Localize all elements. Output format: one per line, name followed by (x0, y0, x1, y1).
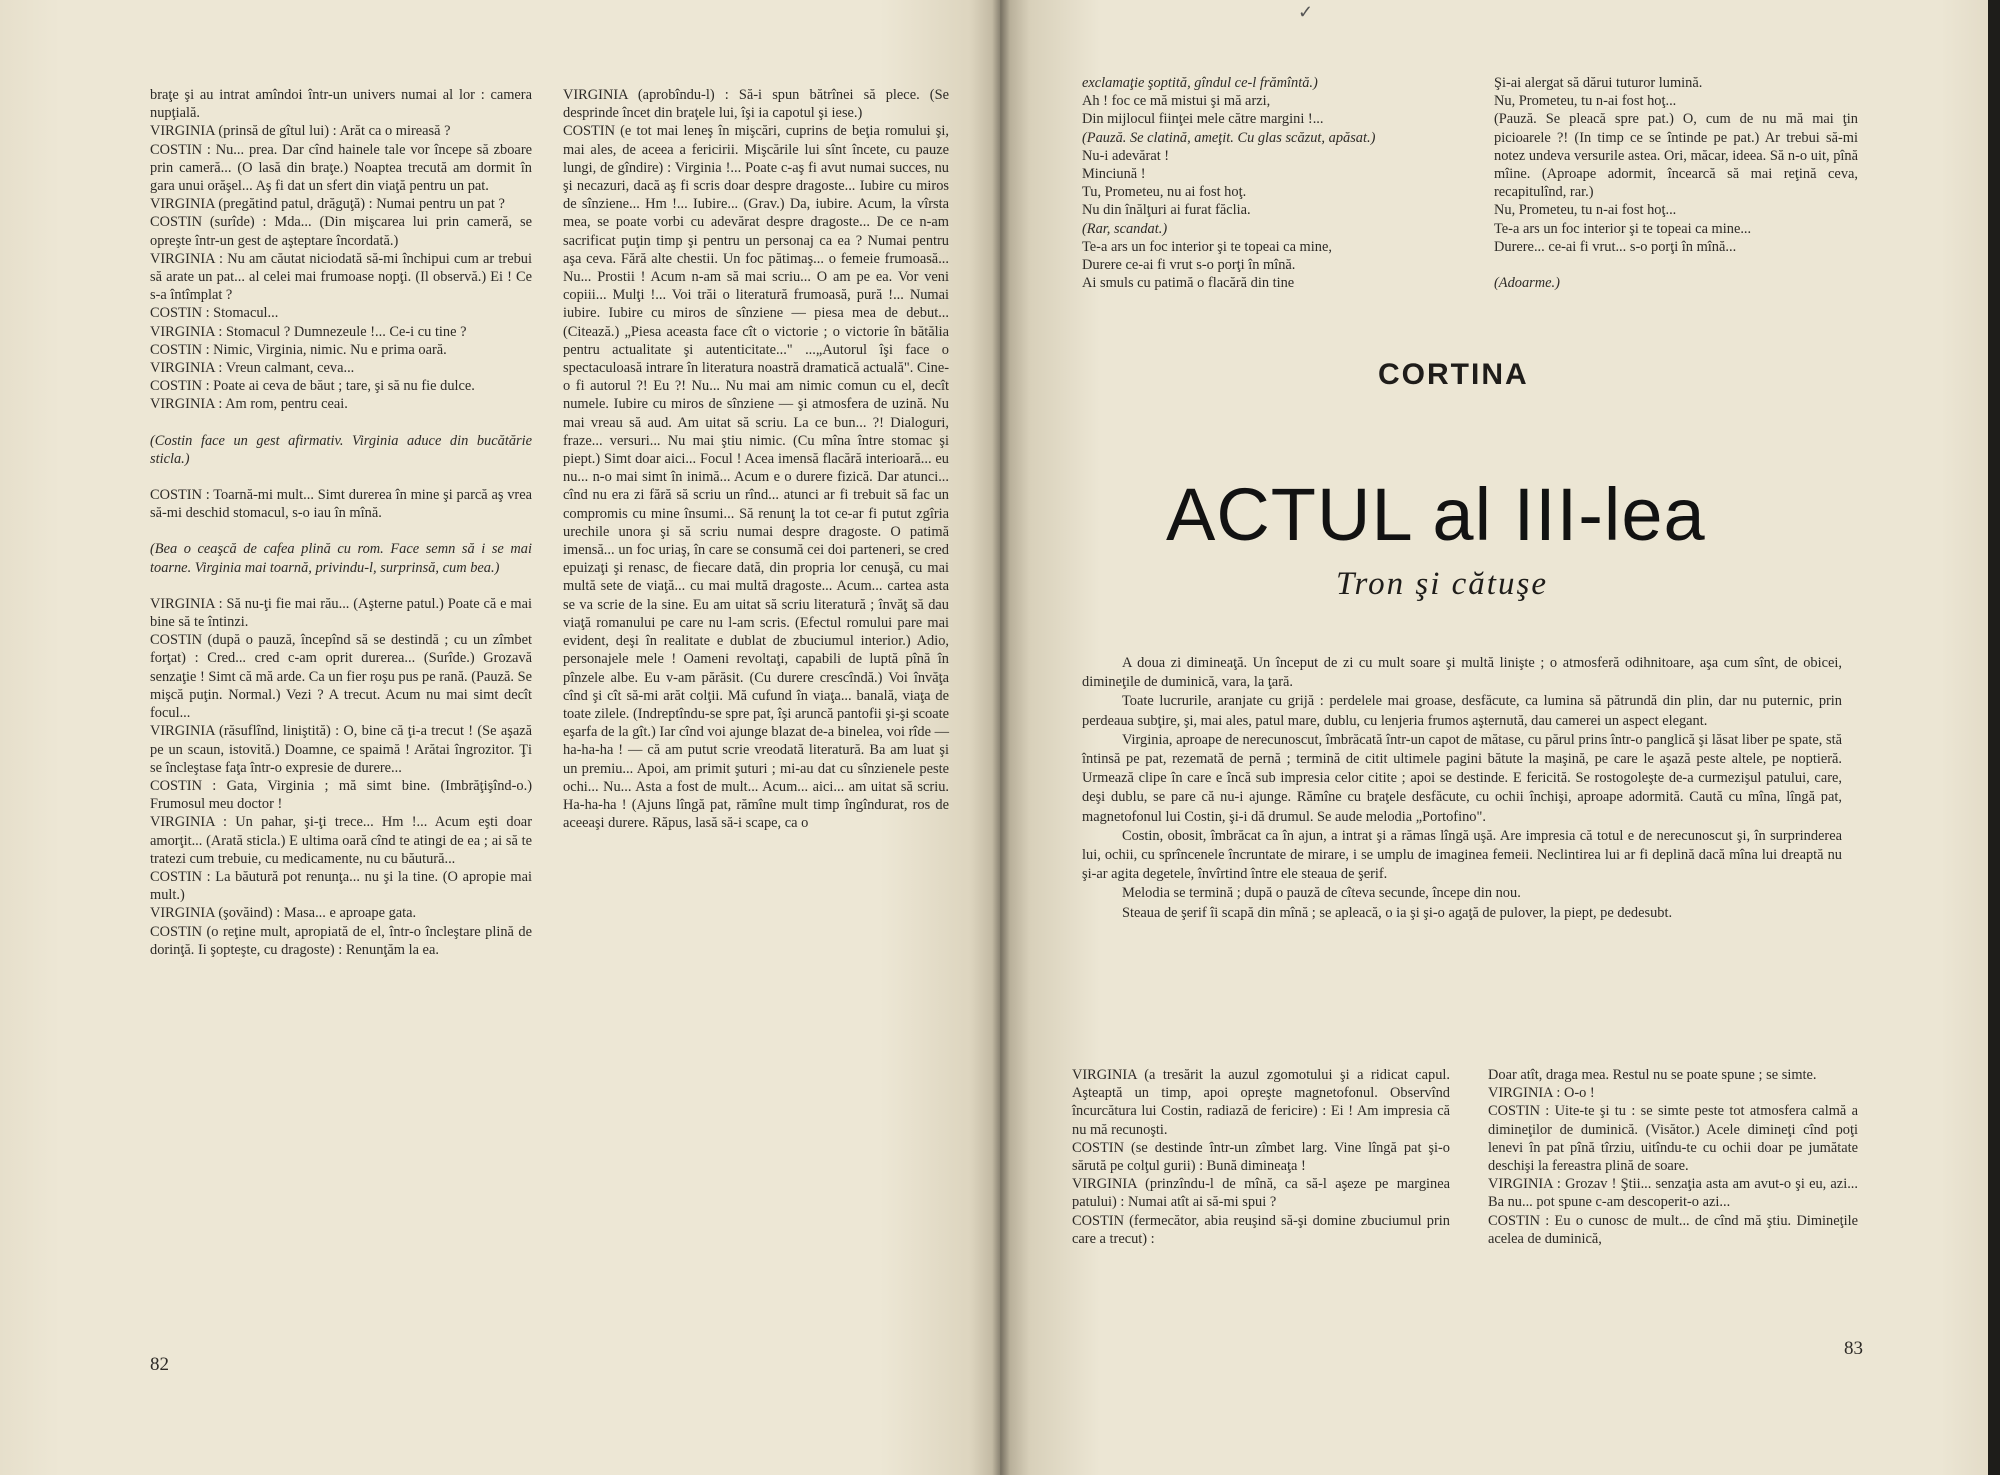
right-bottom-column-2 (1488, 1066, 1858, 1248)
paragraph: VIRGINIA (a tresărit la auzul zgomotului şi a ridicat capul. Aşteaptă un timp, apoi opreşte magnetofonul. Observînd încurcătura lui Costin, radiază de fericire) : Ei ! Am impresia că nu mă recunoşti. (1072, 1067, 1450, 1138)
curtain-heading: CORTINA (1378, 358, 1529, 391)
left-column-1 (150, 86, 532, 959)
page-number-right: 83 (1844, 1338, 1863, 1359)
stage-direction: exclamaţie şoptită, gîndul ce-l frămîntă.) (1082, 75, 1318, 91)
stage-direction: (Costin face un gest afirmativ. Virginia aduce din bucătărie sticla.) (150, 432, 532, 467)
right-top-column-2 (1494, 74, 1858, 292)
paragraph: VIRGINIA (pregătind patul, drăguţă) : Numai pentru un pat ? (150, 196, 505, 213)
paragraph: COSTIN (e tot mai leneş în mişcări, cuprins de beţia romului şi, mai ales, de aceea a fericirii. Mişcările lui sînt încete, cu pauze lungi, de gîndire) : Virginia !... Poate c-aş fi avut numai succes, nu şi necazuri, dacă aş fi scris doar despre dragoste... Iubire cu miros de sînziene... Hm !... Iubire... (Grav.) Da, iubire. Acum, la vîrsta mea, se poate vorbi cu adevărat despre dragoste... De ce n-am sacrificat puţin timp şi pentru un personaj ca ea ? Numai pentru aşa ceva. Fără alte chestii. Un foc pătimaş... o femeie frumoasă... Nu... Prostii ! Acum n-am să mai scriu... O am pe ea. Vor veni copiii... Mulţi !... Voi trăi o literatură frumoasă, pură !... Numai iubire. Iubire cu miros de sînziene — piesa mea de debut... (Citează.) „Piesa aceasta face cît o victorie ; o victorie în bătălia pentru actualitate şi autenticitate..." ...„Autorul îşi face o spectaculoasă intrare în literatura noastră dramatică actuală". Cine-o fi autorul ?! Eu ?! Nu... Nu mai am nimic comun cu el, decît numele. Iubire cu miros de sînziene — şi atmosfera de uzină. Nu mai vreau să aud. Am uitat să scriu. La ce bun... ?! Dialoguri, fraze... versuri... Nu mai ştiu nimic. (Cu mîna între stomac şi piept.) Simt doar aici... Focul ! Acea imensă flacără interioară... eu nu... n-o mai simt în inimă... Acum e o durere fizică. Dar atunci... cînd nu era zi fără să scriu un rînd... atunci ar fi trebuit să fac un compromis cu mine însumi... Să renunţ la tot ce-ar fi putut zgîria urechile unora şi să scriu numai despre dragoste. O patimă imensă... un foc uriaş, în care se consumă cei doi parteneri, se cred epuizaţi şi renasc, de fiecare dată, din propria lor cenuşă, cu mai multă sete de viaţă... cu mai multă dragoste... Acum... cartea asta se va scrie de la sine. Eu am uitat să scriu literatură ; învăţ să dau viaţă romanului pe care nu l-am scris. (Efectul romului pare mai evident, deşi în realitate e dublat de zbuciumul interior.) Adio, personajele mele ! Oameni revoltaţi, capabili de luptă pînă în pînzele albe. Eu v-am părăsit. (Cu durere crescîndă.) Voi învăţa cînd şi cît să-mi arăt colţii. Mă cufund în viaţa... banală, viaţa de toate zilele. (Indreptîndu-se spre pat, îşi aruncă pantofii şi-şi scoate eşarfa de la gît.) Iar cînd voi ajunge blazat de-a binelea, voi rîde — ha-ha-ha ! — că am putut scrie vreodată literatură. Ba am luat şi un premiu... Apoi, am primit şuturi ; mi-au dat cu sînzienele peste ochi... Nu... Asta a fost de mult... Acum... aici... am uitat să scriu. Ha-ha-ha ! (Ajuns lîngă pat, rămîne mult timp îngîndurat, ros de aceeaşi durere. Răpus, lasă să-i scape, ca o (563, 123, 949, 832)
paragraph: VIRGINIA : Nu am căutat niciodată să-mi închipui cum ar trebui să arate un pat... al celei mai frumoase nopţi. (Il observă.) Ei ! Ce s-a întîmplat ? (150, 250, 532, 304)
stage-setting-prose (1082, 654, 1842, 923)
stage-direction: (Adoarme.) (1494, 275, 1560, 292)
right-page (1000, 0, 2000, 1475)
paragraph: COSTIN (o reţine mult, apropiată de el, într-o încleştare plină de dorinţă. Ii şopteşte, cu dragoste) : Renunţăm la ea. (150, 923, 532, 958)
paragraph: Virginia, aproape de nerecunoscut, îmbrăcată într-un capot de mătase, cu părul prins într-o panglică şi lăsat liber pe spate, stă întinsă pe pat, rezemată de pernă ; termină de citit ultimele pagini bătute la maşină, pe care le aşază peste altele, pe noptieră. Urmează clipe în care e încă sub impresia celor citite ; apoi se destinde. E fericită. Se rostogoleşte de-a curmezişul patului, care, deşi dublu, se pare că nu-i ajunge. Rămîne cu braţele desfăcute, cu ochii închişi, aproape adormită. Caută cu mîna, lîngă pat, magnetofonul lui Costin, şi-i dă drumul. Se aude melodia „Portofino". (1082, 731, 1842, 825)
page-number-left: 82 (150, 1354, 169, 1375)
paragraph: (Pauză. Se pleacă spre pat.) O, cum de nu mă mai ţin picioarele ?! (In timp ce se întinde pe pat.) Ar trebui să-mi notez undeva versurile astea. Ori, măcar, ideea. Să n-o uit, pînă mîine. (Aproape adormit, încearcă să mai reţină ceva, recapitulînd, rar.) (1494, 111, 1858, 201)
paragraph: VIRGINIA (prinzîndu-l de mînă, ca să-l aşeze pe marginea patului) : Numai atît ai să-mi spui ? (1072, 1176, 1450, 1211)
paragraph: COSTIN (fermecător, abia reuşind să-şi domine zbuciumul prin care a trecut) : (1072, 1212, 1450, 1247)
left-column-2 (563, 86, 949, 832)
paragraph: VIRGINIA : Vreun calmant, ceva... (150, 360, 355, 377)
right-bottom-column-1 (1072, 1066, 1450, 1248)
stage-direction: (Pauză. Se clatină, ameţit. Cu glas scăzut, apăsat.) (1082, 129, 1376, 146)
paragraph: COSTIN : Uite-te şi tu : se simte peste tot atmosfera calmă a dimineţilor de duminică. (Visător.) Acele dimineţi cînd poţi lenevi în pat pînă tîrziu, uitîndu-te cu ochii doar pe jumătate deschişi la fereastra plină de soare. (1488, 1103, 1858, 1175)
right-top-column-1 (1082, 74, 1452, 292)
act-subtitle: Tron şi cătuşe (1336, 566, 1548, 602)
stage-direction: (Rar, scandat.) (1082, 220, 1168, 237)
paragraph: VIRGINIA (şovăind) : Masa... e aproape gata. (150, 905, 417, 922)
paragraph: COSTIN (surîde) : Mda... (Din mişcarea lui prin cameră, se opreşte într-un gest de aşteptare încordată.) (150, 214, 532, 249)
verse-line: Tu, Prometeu, nu ai fost hoţ. (1082, 184, 1247, 201)
scan-edge (1988, 0, 2000, 1475)
paragraph: COSTIN : Poate ai ceva de băut ; tare, şi să nu fie dulce. (150, 378, 475, 395)
paragraph: COSTIN : Nimic, Virginia, nimic. Nu e prima oară. (150, 341, 447, 358)
paragraph: COSTIN (se destinde într-un zîmbet larg. Vine lîngă pat şi-o sărută pe colţul gurii) : Bună dimineaţa ! (1072, 1139, 1450, 1175)
stage-direction: (Bea o ceaşcă de cafea plină cu rom. Face semn să i se mai toarne. Virginia mai toarnă, privindu-l, surprinsă, cum bea.) (150, 541, 532, 576)
print-mark: ✓ (1298, 2, 1314, 22)
act-title: ACTUL al III-lea (1166, 473, 1706, 556)
verse-line: Nu din înălţuri ai furat făclia. (1082, 202, 1251, 219)
paragraph: COSTIN : Nu... prea. Dar cînd hainele tale vor începe să zboare prin cameră... (O lasă din braţe.) Noaptea trecută am dormit în gara unui orăşel... Aş fi dat un sfert din viaţă pentru un pat. (150, 141, 532, 195)
paragraph: COSTIN : Toarnă-mi mult... Simt durerea în mine şi parcă aş vrea să-mi deschid stomacul, s-o iau în mînă. (150, 487, 532, 522)
paragraph: Toate lucrurile, aranjate cu grijă : perdelele mai groase, desfăcute, ca lumina să pătrundă din plin, dar nu puternic, prin perdeaua subţire, şi, mai ales, patul mare, dublu, cu lenjeria frumos aşternută, dau camerei un aspect elegant. (1082, 693, 1842, 729)
paragraph: Steaua de şerif îi scapă din mînă ; se apleacă, o ia şi şi-o agaţă de pulover, la piept, pe dedesubt. (1122, 904, 1673, 921)
verse-line: Nu, Prometeu, tu n-ai fost hoţ... (1494, 202, 1677, 219)
paragraph: VIRGINIA : Grozav ! Ştii... senzaţia asta am avut-o şi eu, azi... Ba nu... pot spune c-am descoperit-o azi... (1488, 1176, 1858, 1211)
verse-line: Te-a ars un foc interior şi te topeai ca mine, (1082, 238, 1332, 255)
paragraph: VIRGINIA : O-o ! (1488, 1085, 1595, 1102)
paragraph: VIRGINIA : Să nu-ţi fie mai rău... (Aşterne patul.) Poate că e mai bine să te întinzi. (150, 595, 532, 631)
verse-line: Ah ! foc ce mă mistui şi mă arzi, (1082, 93, 1271, 110)
verse-line: Şi-ai alergat să dărui tuturor lumină. (1494, 75, 1703, 91)
verse-line: Te-a ars un foc interior şi te topeai ca mine... (1494, 220, 1752, 237)
verse-line: Nu-i adevărat ! (1082, 147, 1170, 164)
paragraph: COSTIN (după o pauză, începînd să se destindă ; cu un zîmbet forţat) : Cred... cred c-am oprit durerea... (Surîde.) Grozavă senzaţie ! Simt că mă arde. Ca un fier roşu pus pe rană. (Pauză. Se mişcă puţin. Normal.) Vezi ? A trecut. Acum nu mai simt decît focul... (150, 632, 532, 722)
paragraph: VIRGINIA (răsuflînd, liniştită) : O, bine că ţi-a trecut ! (Se aşază pe un scaun, istovită.) Doamne, ce spaimă ! Arătai îngrozitor. Ţi se încleştase faţa într-o expresie de durere... (150, 723, 532, 776)
verse-line: Nu, Prometeu, tu n-ai fost hoţ... (1494, 93, 1677, 110)
paragraph: A doua zi dimineaţă. Un început de zi cu mult soare şi multă linişte ; o atmosferă odihnitoare, aşa cum sînt, de obicei, dimineţile de duminică, vara, la ţară. (1082, 655, 1842, 691)
paragraph: VIRGINIA (aprobîndu-l) : Să-i spun bătrînei să plece. (Se desprinde încet din braţele lui, îşi ia capotul şi iese.) (563, 87, 949, 122)
paragraph: COSTIN : Eu o cunosc de mult... de cînd mă ştiu. Dimineţile acelea de duminică, (1488, 1212, 1858, 1247)
verse-line: Durere... ce-ai fi vrut... s-o porţi în mînă... (1494, 238, 1737, 255)
paragraph: VIRGINIA (prinsă de gîtul lui) : Arăt ca o mireasă ? (150, 123, 451, 140)
paragraph: Melodia se termină ; după o pauză de cîteva secunde, începe din nou. (1122, 885, 1521, 902)
paragraph: COSTIN : Gata, Virginia ; mă simt bine. (Imbrăţişînd-o.) Frumosul meu doctor ! (150, 777, 532, 813)
verse-line: Minciună ! (1082, 166, 1146, 183)
paragraph: COSTIN : Stomacul... (150, 305, 279, 322)
paragraph: Costin, obosit, îmbrăcat ca în ajun, a intrat şi a rămas lîngă uşă. Are impresia că totul e de nerecunoscut şi, în surprinderea lui, ochii, cu sprîncenele încruntate de mirare, i se umplu de imaginea femeii. Neclintirea lui ar fi deplină dacă mîna lui dreaptă nu şi-ar agita degetele, învîrtind între ele steaua de şerif. (1082, 827, 1842, 883)
paragraph: VIRGINIA : Stomacul ? Dumnezeule !... Ce-i cu tine ? (150, 323, 467, 340)
book-gutter (992, 0, 1010, 1475)
paragraph: VIRGINIA : Am rom, pentru ceai. (150, 396, 348, 413)
verse-line: Durere ce-ai fi vrut s-o porţi în mînă. (1082, 257, 1296, 274)
paragraph: braţe şi au intrat amîndoi într-un univers numai al lor : camera nupţială. (150, 87, 532, 122)
verse-line: Din mijlocul fiinţei mele către margini !... (1082, 111, 1324, 128)
paragraph: COSTIN : La băutură pot renunţa... nu şi la tine. (O apropie mai mult.) (150, 868, 532, 904)
paragraph: Doar atît, draga mea. Restul nu se poate spune ; se simte. (1488, 1067, 1817, 1083)
paragraph: VIRGINIA : Un pahar, şi-ţi trece... Hm !... Acum eşti doar amorţit... (Arată sticla.) E ultima oară cînd te atingi de ea ; ai să te tratezi cum trebuie, cu medicamente, nu cu băutură... (150, 814, 532, 867)
verse-line: Ai smuls cu patimă o flacără din tine (1082, 275, 1295, 292)
